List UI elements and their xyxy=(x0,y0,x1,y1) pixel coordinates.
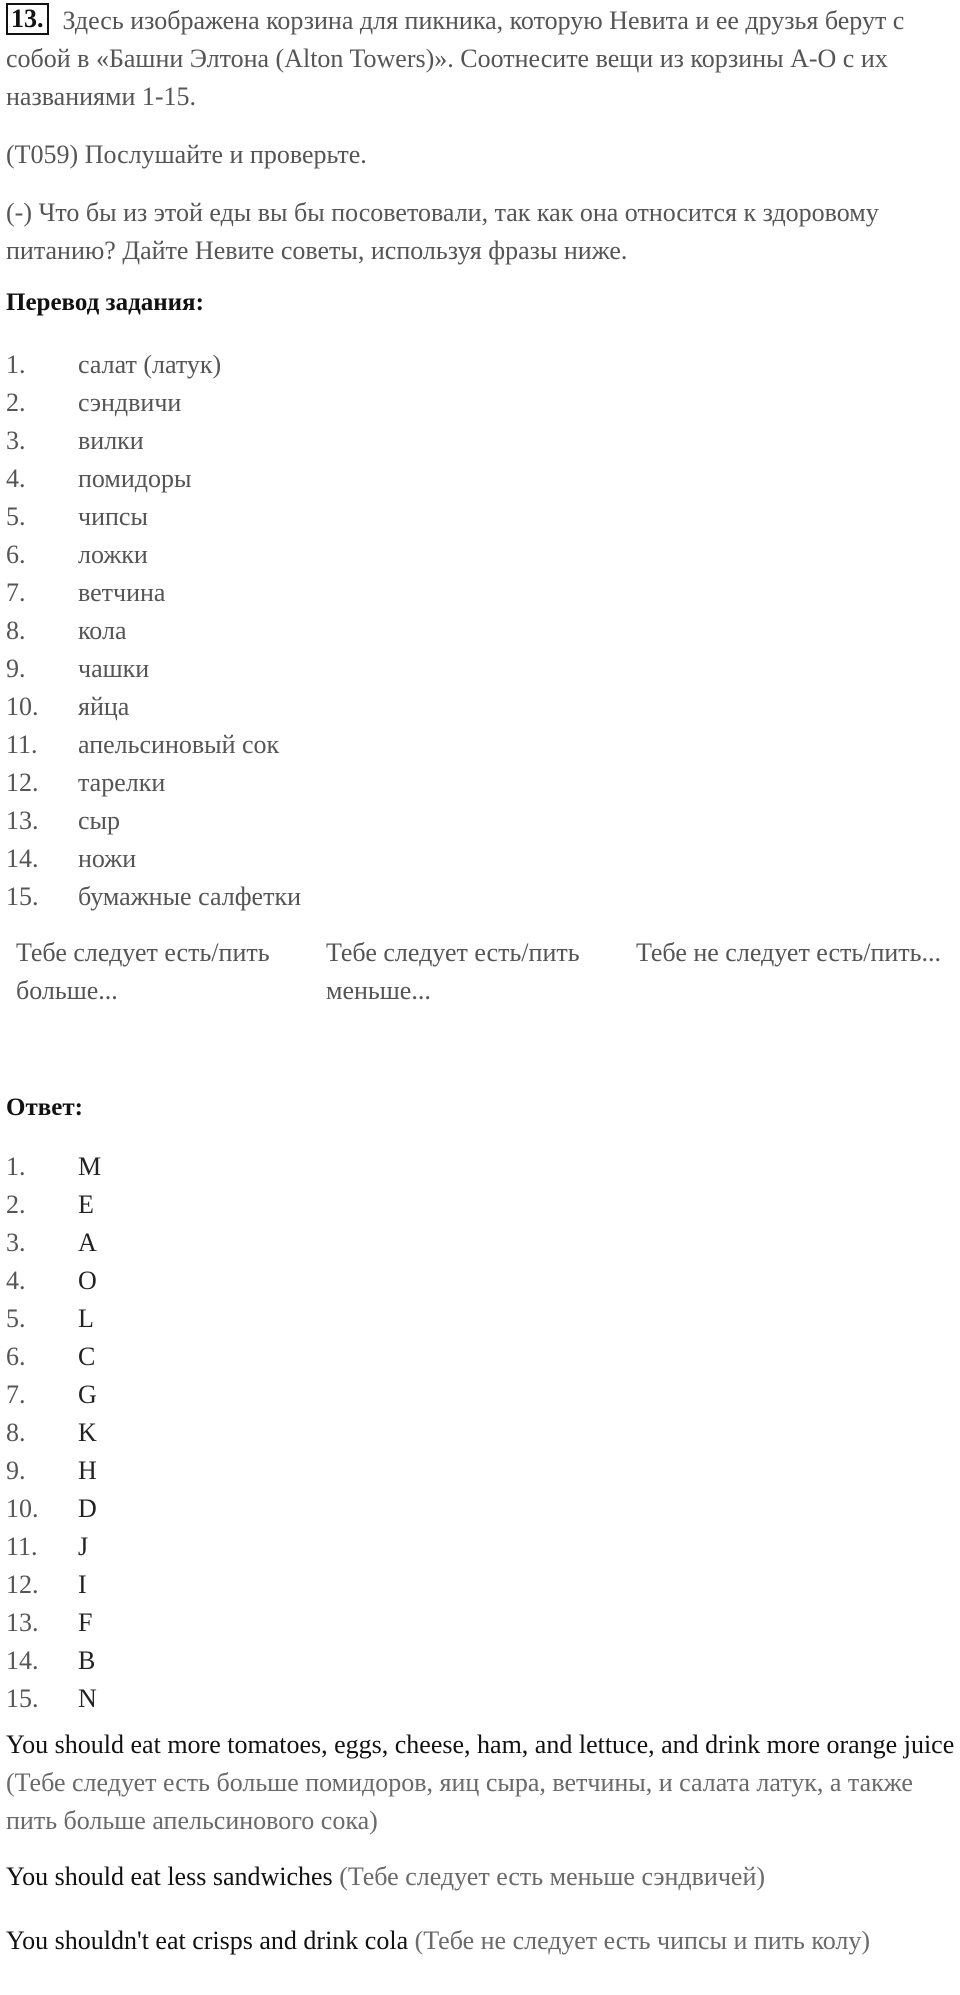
list-item-text: N xyxy=(78,1684,97,1713)
list-item xyxy=(6,422,301,460)
list-item-text: кола xyxy=(78,616,127,645)
list-item xyxy=(6,1604,101,1642)
list-item-number: 12. xyxy=(6,1570,39,1599)
list-item-text: D xyxy=(78,1494,97,1523)
list-item xyxy=(6,726,301,764)
list-item-text: B xyxy=(78,1646,96,1675)
phrase-not: Тебе не следует есть/пить... xyxy=(636,938,942,967)
list-item xyxy=(6,650,301,688)
list-item-number: 14. xyxy=(6,844,39,873)
list-item xyxy=(6,612,301,650)
list-item xyxy=(6,1300,101,1338)
answer-list xyxy=(6,1148,101,1718)
list-item-number: 4. xyxy=(6,464,26,493)
list-item xyxy=(6,1148,101,1186)
list-item-text: C xyxy=(78,1342,96,1371)
list-item-number: 1. xyxy=(6,350,26,379)
list-item-text: сэндвичи xyxy=(78,388,182,417)
advice-1 xyxy=(6,1726,956,1840)
list-item-number: 12. xyxy=(6,768,39,797)
advice-1-ru: (Тебе следует есть больше помидоров, яиц сыра, ветчины, и салата латук, а также пить больше апельсинового сока) xyxy=(6,1768,913,1835)
list-item-text: ножи xyxy=(78,844,137,873)
phrase-less: Тебе следует есть/пить меньше... xyxy=(326,938,580,1005)
list-item-number: 2. xyxy=(6,388,26,417)
list-item-number: 10. xyxy=(6,692,39,721)
list-item xyxy=(6,1224,101,1262)
task-intro xyxy=(6,2,956,116)
list-item-number: 6. xyxy=(6,1342,26,1371)
advice-2-en: You should eat less sandwiches xyxy=(6,1862,333,1891)
translation-heading: Перевод задания: xyxy=(6,289,204,316)
list-item xyxy=(6,1566,101,1604)
advice-3 xyxy=(6,1922,956,1960)
list-item-number: 9. xyxy=(6,1456,26,1485)
list-item xyxy=(6,1338,101,1376)
phrase-row xyxy=(16,934,946,1010)
list-item-number: 8. xyxy=(6,1418,26,1447)
list-item-number: 6. xyxy=(6,540,26,569)
list-item-number: 15. xyxy=(6,1684,39,1713)
task-listen: (T059) Послушайте и проверьте. xyxy=(6,140,367,169)
list-item-text: A xyxy=(78,1228,97,1257)
list-item xyxy=(6,1414,101,1452)
list-item-text: K xyxy=(78,1418,97,1447)
list-item-text: O xyxy=(78,1266,97,1295)
advice-2 xyxy=(6,1858,956,1896)
list-item-number: 5. xyxy=(6,1304,26,1333)
list-item-number: 14. xyxy=(6,1646,39,1675)
list-item-number: 3. xyxy=(6,1228,26,1257)
list-item-text: яйца xyxy=(78,692,130,721)
advice-3-ru: (Тебе не следует есть чипсы и пить колу) xyxy=(414,1926,871,1955)
list-item xyxy=(6,840,301,878)
translation-list xyxy=(6,346,301,916)
list-item-text: F xyxy=(78,1608,93,1637)
list-item-text: бумажные салфетки xyxy=(78,882,301,911)
list-item-text: тарелки xyxy=(78,768,166,797)
list-item-number: 15. xyxy=(6,882,39,911)
phrase-more: Тебе следует есть/пить больше... xyxy=(16,938,270,1005)
list-item-number: 7. xyxy=(6,1380,26,1409)
task-number: 13. xyxy=(6,3,49,35)
list-item xyxy=(6,460,301,498)
list-item-text: H xyxy=(78,1456,97,1485)
list-item-number: 13. xyxy=(6,1608,39,1637)
list-item xyxy=(6,878,301,916)
list-item xyxy=(6,802,301,840)
list-item xyxy=(6,1452,101,1490)
list-item xyxy=(6,384,301,422)
list-item xyxy=(6,574,301,612)
list-item-number: 5. xyxy=(6,502,26,531)
list-item-number: 3. xyxy=(6,426,26,455)
list-item-number: 1. xyxy=(6,1152,26,1181)
list-item-text: чашки xyxy=(78,654,150,683)
list-item-text: J xyxy=(78,1532,89,1561)
list-item-text: чипсы xyxy=(78,502,148,531)
list-item-number: 11. xyxy=(6,730,38,759)
advice-2-ru: (Тебе следует есть меньше сэндвичей) xyxy=(339,1862,766,1891)
list-item-number: 13. xyxy=(6,806,39,835)
list-item xyxy=(6,498,301,536)
advice-1-en: You should eat more tomatoes, eggs, cheese, ham, and lettuce, and drink more orange juice xyxy=(6,1730,955,1759)
list-item-text: M xyxy=(78,1152,102,1181)
list-item-text: сыр xyxy=(78,806,121,835)
list-item-text: L xyxy=(78,1304,94,1333)
list-item-number: 9. xyxy=(6,654,26,683)
list-item-text: I xyxy=(78,1570,87,1599)
list-item-text: салат (латук) xyxy=(78,350,222,379)
list-item-text: ложки xyxy=(78,540,148,569)
list-item-text: помидоры xyxy=(78,464,192,493)
list-item-text: G xyxy=(78,1380,97,1409)
list-item xyxy=(6,1680,101,1718)
list-item-number: 4. xyxy=(6,1266,26,1295)
list-item xyxy=(6,1376,101,1414)
list-item xyxy=(6,1186,101,1224)
list-item-number: 10. xyxy=(6,1494,39,1523)
list-item-number: 8. xyxy=(6,616,26,645)
list-item xyxy=(6,1528,101,1566)
list-item-text: апельсиновый сок xyxy=(78,730,280,759)
list-item xyxy=(6,1642,101,1680)
list-item xyxy=(6,1262,101,1300)
task-question: (-) Что бы из этой еды вы бы посоветовали, так как она относится к здоровому питанию? Дайте Невите советы, используя фразы ниже. xyxy=(6,198,879,265)
list-item-text: вилки xyxy=(78,426,144,455)
list-item-number: 2. xyxy=(6,1190,26,1219)
list-item-number: 11. xyxy=(6,1532,38,1561)
list-item-text: ветчина xyxy=(78,578,166,607)
list-item-text: E xyxy=(78,1190,94,1219)
answer-heading: Ответ: xyxy=(6,1094,83,1121)
advice-3-en: You shouldn't eat crisps and drink cola xyxy=(6,1926,409,1955)
list-item xyxy=(6,1490,101,1528)
list-item xyxy=(6,346,301,384)
list-item xyxy=(6,764,301,802)
list-item xyxy=(6,688,301,726)
list-item xyxy=(6,536,301,574)
list-item-number: 7. xyxy=(6,578,26,607)
task-intro-text: Здесь изображена корзина для пикника, которую Невита и ее друзья берут с собой в «Башни Элтона (Alton Towers)». Соотнесите вещи из корзины A-O с их названиями 1-15. xyxy=(6,6,905,111)
